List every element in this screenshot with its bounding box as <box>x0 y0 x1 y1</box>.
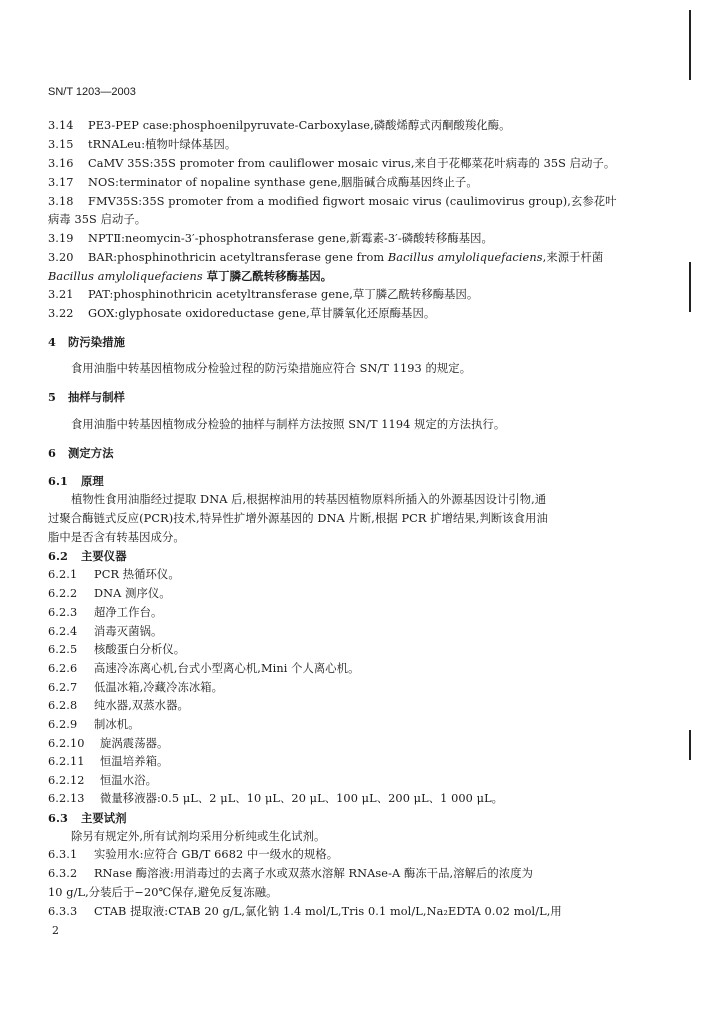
section-title: 原理 <box>81 474 104 488</box>
clause-text: PAT:phosphinothricin acetyltransferase gene,草丁膦乙酰转移酶基因。 <box>88 288 479 301</box>
clause-number: 6.3.1 <box>48 848 78 861</box>
species-name: Bacillus amyloliquefaciens <box>48 270 203 283</box>
instrument-6-2-1 <box>48 568 180 582</box>
clause-text: RNase 酶溶液:用消毒过的去离子水或双蒸水溶解 RNAse-A 酶冻干品,溶解后的浓度为 <box>94 867 533 880</box>
section-6-1-paragraph-line: 脂中是否含有转基因成分。 <box>48 531 185 544</box>
instrument-6-2-3 <box>48 606 162 620</box>
clause-text: 制冰机。 <box>94 718 140 731</box>
section-number: 5 <box>48 390 56 404</box>
clause-number: 3.18 <box>48 195 74 208</box>
instrument-6-2-11 <box>48 755 168 769</box>
clause-text: FMV35S:35S promoter from a modified figwort mosaic virus (caulimovirus group),玄参花叶 <box>88 195 617 208</box>
clause-text: CaMV 35S:35S promoter from cauliflower mosaic virus,来自于花椰菜花叶病毒的 35S 启动子。 <box>88 157 616 170</box>
definition-3-20 <box>48 251 603 265</box>
clause-text: 高速冷冻离心机,台式小型离心机,Mini 个人离心机。 <box>94 662 360 675</box>
instrument-6-2-5 <box>48 643 185 657</box>
clause-text: 微量移液器:0.5 μL、2 μL、10 μL、20 μL、100 μL、200 μL、1 000 μL。 <box>100 792 504 805</box>
clause-text: 超净工作台。 <box>94 606 163 619</box>
instrument-6-2-2 <box>48 587 171 601</box>
definition-3-18 <box>48 195 617 209</box>
clause-text: 旋涡震荡器。 <box>100 737 169 750</box>
clause-text: DNA 测序仪。 <box>94 587 171 600</box>
clause-text: 消毒灭菌锅。 <box>94 625 163 638</box>
clause-text: tRNALeu:植物叶绿体基因。 <box>88 138 237 151</box>
clause-text: 纯水器,双蒸水器。 <box>94 699 189 712</box>
clause-text: CTAB 提取液:CTAB 20 g/L,氯化钠 1.4 mol/L,Tris 0.1 mol/L,Na₂EDTA 0.02 mol/L,用 <box>94 905 562 918</box>
scan-edge-mark <box>689 10 691 80</box>
clause-text: PCR 热循环仪。 <box>94 568 180 581</box>
clause-text: GOX:glyphosate oxidoreductase gene,草甘膦氧化还原酶基因。 <box>88 307 436 320</box>
clause-number: 3.20 <box>48 251 74 264</box>
clause-number: 3.21 <box>48 288 74 301</box>
clause-number: 3.16 <box>48 157 74 170</box>
section-title: 主要仪器 <box>81 549 127 563</box>
section-6-1-paragraph-line: 植物性食用油脂经过提取 DNA 后,根据榨油用的转基因植物原料所插入的外源基因设计引物,通 <box>71 493 547 506</box>
section-title: 主要试剂 <box>81 811 127 825</box>
section-4-paragraph: 食用油脂中转基因植物成分检验过程的防污染措施应符合 SN/T 1193 的规定。 <box>71 362 472 375</box>
clause-number: 6.2.3 <box>48 606 78 619</box>
clause-number: 3.14 <box>48 119 74 132</box>
instrument-6-2-4 <box>48 625 162 639</box>
section-6-1-paragraph-line: 过聚合酶链式反应(PCR)技术,特异性扩增外源基因的 DNA 片断,根据 PCR 扩增结果,判断该食用油 <box>48 512 548 525</box>
section-title: 测定方法 <box>68 446 114 460</box>
definition-3-18-cont <box>48 213 146 227</box>
clause-text: 10 g/L,分装后于−20℃保存,避免反复冻融。 <box>48 886 278 899</box>
species-name: Bacillus amyloliquefaciens <box>387 251 543 264</box>
clause-text: ,来源于杆菌 <box>542 251 604 264</box>
definition-3-19 <box>48 232 493 246</box>
clause-number: 6.2.8 <box>48 699 78 712</box>
instrument-6-2-9 <box>48 718 140 732</box>
instrument-6-2-13 <box>48 792 503 806</box>
section-5-paragraph: 食用油脂中转基因植物成分检验的抽样与制样方法按照 SN/T 1194 规定的方法执行。 <box>71 418 506 431</box>
clause-text: 低温冰箱,冷藏冷冻冰箱。 <box>94 681 224 694</box>
clause-text: BAR:phosphinothricin acetyltransferase gene from <box>88 251 388 264</box>
clause-number: 3.15 <box>48 138 74 151</box>
section-number: 6.3 <box>48 811 68 825</box>
reagent-6-3-3 <box>48 905 562 919</box>
instrument-6-2-10 <box>48 737 168 751</box>
clause-number: 6.2.7 <box>48 681 78 694</box>
clause-number: 6.2.5 <box>48 643 78 656</box>
definition-3-16 <box>48 157 615 171</box>
section-6-heading <box>48 446 114 460</box>
definition-3-15 <box>48 138 236 152</box>
clause-number: 6.2.1 <box>48 568 78 581</box>
section-6-2-heading <box>48 549 127 563</box>
clause-text: 实验用水:应符合 GB/T 6682 中一级水的规格。 <box>94 848 339 861</box>
clause-text: 恒温水浴。 <box>100 774 157 787</box>
section-title: 抽样与制样 <box>68 390 125 404</box>
clause-number: 6.2.9 <box>48 718 78 731</box>
clause-number: 6.3.2 <box>48 867 78 880</box>
definition-3-17 <box>48 176 478 190</box>
instrument-6-2-6 <box>48 662 359 676</box>
section-title: 防污染措施 <box>68 335 125 349</box>
reagent-6-3-2 <box>48 867 533 881</box>
clause-number: 6.2.4 <box>48 625 78 638</box>
reagent-6-3-2-cont <box>48 886 278 900</box>
instrument-6-2-7 <box>48 681 223 695</box>
instrument-6-2-8 <box>48 699 189 713</box>
section-6-1-heading <box>48 474 104 488</box>
clause-text: 核酸蛋白分析仪。 <box>94 643 186 656</box>
clause-text: 恒温培养箱。 <box>100 755 169 768</box>
clause-number: 6.2.6 <box>48 662 78 675</box>
section-5-heading <box>48 390 125 404</box>
clause-number: 6.2.11 <box>48 755 85 768</box>
clause-number: 6.3.3 <box>48 905 78 918</box>
definition-3-20-cont <box>48 269 332 284</box>
section-6-3-heading <box>48 811 127 825</box>
clause-text: PE3-PEP case:phosphoenilpyruvate-Carboxylase,磷酸烯醇式丙酮酸羧化酶。 <box>88 119 511 132</box>
definition-3-22 <box>48 307 435 321</box>
document-header: SN/T 1203—2003 <box>48 86 136 98</box>
section-number: 6.1 <box>48 474 68 488</box>
scan-edge-mark <box>689 730 691 760</box>
section-6-3-paragraph: 除另有规定外,所有试剂均采用分析纯或生化试剂。 <box>71 830 326 843</box>
instrument-6-2-12 <box>48 774 157 788</box>
clause-number: 6.2.2 <box>48 587 78 600</box>
reagent-6-3-1 <box>48 848 338 862</box>
clause-number: 6.2.13 <box>48 792 85 805</box>
clause-text: NOS:terminator of nopaline synthase gene,胭脂碱合成酶基因终止子。 <box>88 176 478 189</box>
section-4-heading <box>48 335 125 349</box>
clause-number: 6.2.12 <box>48 774 85 787</box>
clause-text: 病毒 35S 启动子。 <box>48 213 147 226</box>
scan-edge-mark <box>689 262 691 312</box>
definition-3-21 <box>48 288 478 302</box>
clause-number: 3.17 <box>48 176 74 189</box>
page-number: 2 <box>52 924 59 937</box>
clause-number: 3.19 <box>48 232 74 245</box>
clause-text: 草丁膦乙酰转移酶基因。 <box>202 269 333 283</box>
clause-number: 6.2.10 <box>48 737 85 750</box>
definition-3-14 <box>48 119 511 133</box>
section-number: 6 <box>48 446 56 460</box>
section-number: 4 <box>48 335 56 349</box>
section-number: 6.2 <box>48 549 68 563</box>
clause-text: NPTⅡ:neomycin-3′-phosphotransferase gene,新霉素-3′-磷酸转移酶基因。 <box>88 232 493 245</box>
clause-number: 3.22 <box>48 307 74 320</box>
